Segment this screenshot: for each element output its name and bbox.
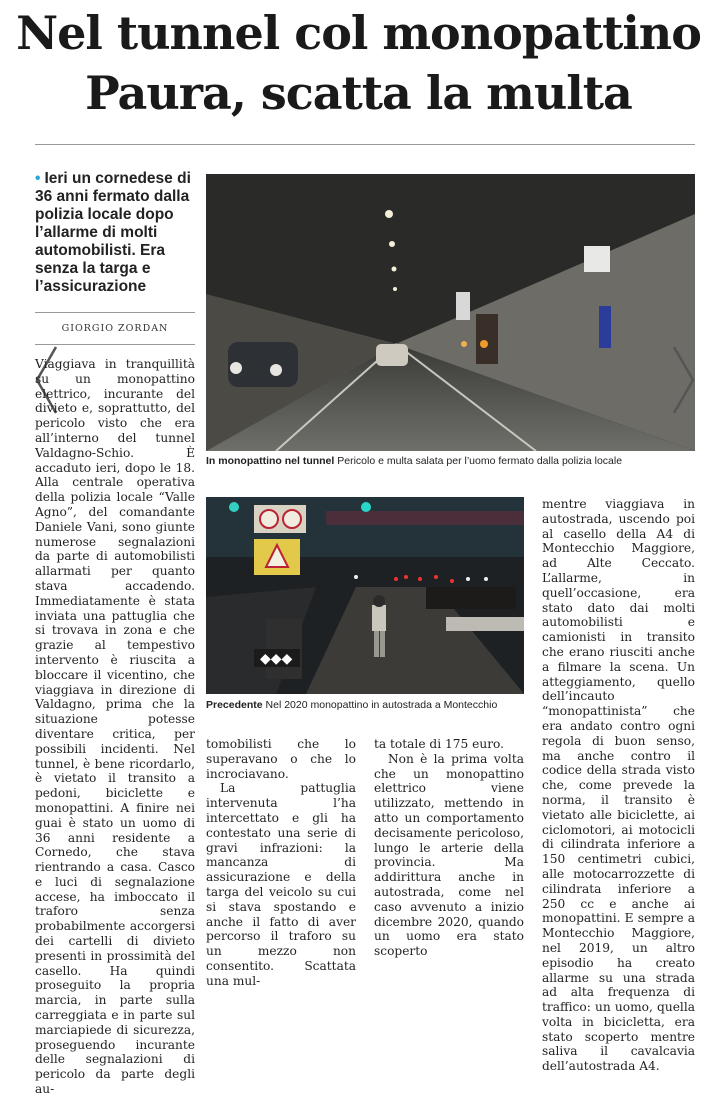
photo-2-caption-text: Nel 2020 monopattino in autostrada a Montecchio <box>265 699 498 711</box>
body-column-3 <box>374 737 524 959</box>
body-col4-p1: mentre viaggiava in autostrada, uscendo poi al casello della A4 di Montecchio Maggiore, ad Alte Ceccato. L’allarme, in quell’occasione, era stato dato dai molti automobilisti e camionisti in transito che erano riusciti anche a filmare la scena. Un atteggiamento, quello dell’incauto “monopattinista” che era andato contro ogni regola di buon senso, ma anche contro il codice della strada visto che, come prevede la norma, il transito è vietato alle biciclette, ai ciclomotori, ai motocicli di cilindrata inferiore a 150 centimetri cubici, alle motocarrozzette di cilindrata inferiore a 250 cc e anche ai monopattini. E sempre a Montecchio Maggiore, nel 2019, un altro episodio ha creato allarme su una strada ad alta frequenza di traffico: un uomo, quella volta in bicicletta, era stato scoperto mentre saliva il cavalcavia dell’autostrada A4. <box>542 497 695 1074</box>
headline-divider <box>35 144 695 145</box>
body-col1-text: Viaggiava in tranquillità su un monopattino elettrico, incurante del divieto e, soprattutto, del pericolo visto che era all’interno del tunnel Valdagno-Schio. È accaduto ieri, dopo le 18. Alla centrale operativa della polizia locale “Valle Agno”, del comandante Daniele Vani, sono giunte numerose segnalazioni da parte di automobilisti allarmati per quanto stava accadendo. Immediatamente è stata inviata una pattuglia che si trovava in zona e che grazie al tempestivo intervento è riuscita a bloccare il vicentino, che viaggiava in direzione di Valdagno, prima che la situazione potesse diventare critica, per possibili incidenti. Nel tunnel, è bene ricordarlo, è vietato il transito a pedoni, biciclette e monopattini. A finire nei guai è stato un uomo di 36 anni residente a Cornedo, che stava rientrando a casa. Casco e luci di segnalazione accese, ha imboccato il traforo senza probabilmente accorgersi dei cartelli di divieto presenti in prossimità del casello. Ha quindi proseguito la propria marcia, in parte sulla carreggiata e in parte sul marciapiede di sicurezza, proseguendo incurante delle segnalazioni di pericolo da parte degli au- <box>35 357 195 1097</box>
photo-1-caption-text: Pericolo e multa salata per l’uomo fermato dalla polizia locale <box>337 455 623 467</box>
body-col2-p2: La pattuglia intervenuta l’ha intercettato e gli ha contestato una serie di gravi infrazioni: la mancanza di assicurazione e della targa del veicolo su cui si stava spostando e anche il fatto di aver percorso il traforo su un mezzo non consentito. Scattata una mul- <box>206 781 356 988</box>
summary-divider <box>35 312 195 313</box>
body-column-2 <box>206 737 356 989</box>
summary-text: Ieri un cornedese di 36 anni fermato dalla polizia locale dopo l’allarme di molti automobilisti. Era senza la targa e l’assicurazione <box>35 170 191 295</box>
headline-line-1: Nel tunnel col monopattino <box>16 6 701 60</box>
body-column-1 <box>35 357 195 1097</box>
photo-1-caption <box>206 455 622 467</box>
headline-line-2: Paura, scatta la multa <box>85 66 632 120</box>
tunnel-photo-image <box>206 174 695 451</box>
tunnel-photo <box>206 174 695 451</box>
summary-bullet-icon: • <box>35 170 41 187</box>
body-col3-p1: ta totale di 175 euro. <box>374 737 505 751</box>
gallery-next-arrow-icon[interactable] <box>670 345 696 415</box>
photo-1-caption-bold: In monopattino nel tunnel <box>206 455 335 467</box>
body-col3-p2: Non è la prima volta che un monopattino elettrico viene utilizzato, mettendo in atto un comportamento decisamente pericoloso, lungo le arterie della provincia. Ma addirittura anche in autostrada, come nel caso avvenuto a inizio dicembre 2020, quando un uomo era stato scoperto <box>374 751 524 959</box>
author-byline: GIORGIO ZORDAN <box>61 323 169 334</box>
svg-text:◆◆◆: ◆◆◆ <box>260 651 293 667</box>
article-summary <box>35 170 195 296</box>
body-col2-p1: tomobilisti che lo superavano o che lo incrociavano. <box>206 737 356 781</box>
motorway-photo <box>206 497 524 694</box>
body-column-4 <box>542 497 695 1074</box>
photo-2-caption-bold: Precedente <box>206 699 263 711</box>
photo-2-caption <box>206 699 497 711</box>
motorway-photo-image <box>206 497 524 694</box>
